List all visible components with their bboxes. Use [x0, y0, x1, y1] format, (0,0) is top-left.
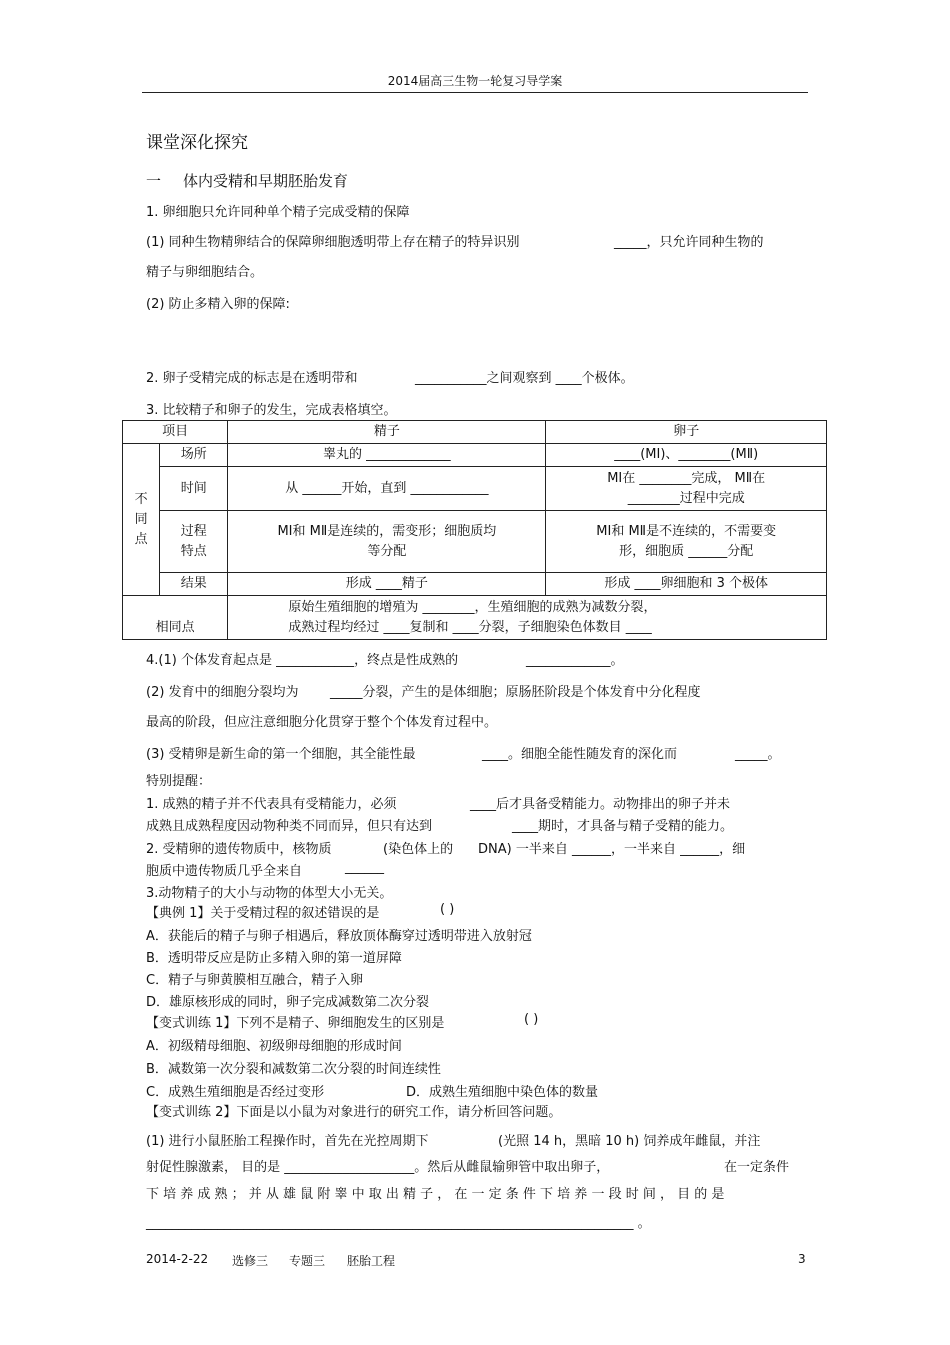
answer-line: ___________________________________________________________________________ 。 [146, 1216, 651, 1231]
text-line: _____分裂，产生的是体细胞；原肠胚阶段是个体发育中分化程度 [330, 685, 701, 700]
text-line: ___________之间观察到 ____个极体。 [415, 371, 634, 386]
variant-title: 【变式训练 2】下面是以小鼠为对象进行的研究工作，请分析回答问题。 [146, 1105, 562, 1120]
row-label: 过程 特点 [160, 511, 228, 573]
text-line: (2) 防止多精入卵的保障: [146, 297, 290, 312]
text-line: (3) 受精卵是新生命的第一个细胞，其全能性最 [146, 747, 416, 762]
text-line: 特别提醒： [146, 774, 212, 789]
same-cell: 原始生殖细胞的增殖为 ________，生殖细胞的成熟为减数分裂， 成熟过程均经过 ____复制和 ____分裂，子细胞染色体数目 ____ [228, 596, 827, 640]
text-line: (1) 进行小鼠胚胎工程操作时，首先在光控周期下 [146, 1134, 429, 1149]
option-c: C．精子与卵黄膜相互融合，精子入卵 [146, 973, 364, 988]
text-line: 2. 卵子受精完成的标志是在透明带和 [146, 371, 358, 386]
text-line: 射促性腺激素， 目的是 ____________________。然后从雌鼠输卵管中取出卵子， [146, 1160, 610, 1175]
text-line: _____。 [735, 747, 781, 762]
option-b: B．减数第一次分裂和减数第二次分裂的时间连续性 [146, 1062, 441, 1077]
text-line: (光照 14 h，黑暗 10 h) 饲养成年雌鼠，并注 [498, 1134, 761, 1149]
text-line: 1. 成熟的精子并不代表具有受精能力，必须 [146, 797, 397, 812]
text-line: ____。细胞全能性随发育的深化而 [482, 747, 678, 762]
page-header: 2014届高三生物一轮复习导学案 [387, 74, 563, 88]
answer-paren: ( ) [440, 902, 455, 917]
text-line: 3.动物精子的大小与动物的体型大小无关。 [146, 886, 393, 901]
part-number: 一 [146, 172, 162, 190]
text-line: 4.(1) 个体发育起点是 ____________，终点是性成熟的 [146, 653, 459, 668]
sperm-cell: 形成 ____精子 [228, 573, 546, 596]
variant-title: 【变式训练 1】下列不是精子、卵细胞发生的区别是 [146, 1016, 445, 1031]
footer-course: 选修三 [232, 1254, 269, 1268]
option-d: D．成熟生殖细胞中染色体的数量 [406, 1085, 599, 1100]
footer-topic: 专题三 [289, 1254, 326, 1268]
text-line: 胞质中遗传物质几乎全来自 [146, 864, 303, 879]
row-label: 场所 [160, 444, 228, 467]
text-line: ____期时，才具备与精子受精的能力。 [512, 819, 734, 834]
text-line: 下 培 养 成 熟 ； 并 从 雄 鼠 附 睾 中 取 出 精 子 ， 在 一 定 条 件 下 培 养 一 段 时 间 ， 目 的 是 [146, 1187, 725, 1202]
option-a: A．初级精母细胞、初级卵母细胞的形成时间 [146, 1039, 402, 1054]
egg-cell: ____(MⅠ)、________(MⅡ) [546, 444, 827, 467]
text-line: 精子与卵细胞结合。 [146, 265, 264, 280]
sperm-cell: 从 ______开始，直到 ____________ [228, 467, 546, 511]
egg-cell: MⅠ和 MⅡ是不连续的，不需要变 形，细胞质 ______分配 [546, 511, 827, 573]
text-line: (1) 同种生物精卵结合的保障卵细胞透明带上存在精子的特异识别 [146, 235, 520, 250]
text-line: 1. 卵细胞只允许同种单个精子完成受精的保障 [146, 205, 410, 220]
sperm-cell: MⅠ和 MⅡ是连续的，需变形；细胞质均 等分配 [228, 511, 546, 573]
option-c: C．成熟生殖细胞是否经过变形 [146, 1085, 325, 1100]
text-line: 成熟且成熟程度因动物种类不同而异，但只有达到 [146, 819, 433, 834]
egg-cell: 形成 ____卵细胞和 3 个极体 [546, 573, 827, 596]
footer-subject: 胚胎工程 [347, 1254, 396, 1268]
text-line: _____________。 [526, 653, 624, 668]
answer-paren: ( ) [524, 1012, 539, 1027]
text-line: 最高的阶段，但应注意细胞分化贯穿于整个个体发育过程中。 [146, 715, 498, 730]
option-a: A．获能后的精子与卵子相遇后，释放顶体酶穿过透明带进入放射冠 [146, 929, 532, 944]
part-title: 体内受精和早期胚胎发育 [183, 172, 349, 190]
text-line: 3. 比较精子和卵子的发生，完成表格填空。 [146, 403, 397, 418]
diff-label: 不 同 点 [123, 444, 160, 596]
header-divider [142, 92, 808, 93]
text-line: 2. 受精卵的遗传物质中，核物质 [146, 842, 332, 857]
text-line: 在一定条件 [724, 1160, 790, 1175]
row-label: 结果 [160, 573, 228, 596]
text-line: (2) 发育中的细胞分裂均为 [146, 685, 299, 700]
section-title: 课堂深化探究 [146, 133, 248, 153]
option-b: B．透明带反应是防止多精入卵的第一道屏障 [146, 951, 402, 966]
sperm-cell: 睾丸的 _____________ [228, 444, 546, 467]
text-line: DNA) 一半来自 ______，一半来自 ______，细 [478, 842, 746, 857]
table-header: 精子 [228, 421, 546, 444]
footer-date: 2014-2-22 [146, 1252, 209, 1266]
text-line: _____，只允许同种生物的 [614, 235, 764, 250]
text-line: ____后才具备受精能力。动物排出的卵子并未 [470, 797, 731, 812]
row-label: 时间 [160, 467, 228, 511]
egg-cell: MⅠ在 ________完成， MⅡ在 ________过程中完成 [546, 467, 827, 511]
comparison-table [122, 420, 827, 640]
table-header: 项目 [123, 421, 228, 444]
page-number: 3 [798, 1252, 806, 1266]
example-title: 【典例 1】关于受精过程的叙述错误的是 [146, 906, 380, 921]
option-d: D．雄原核形成的同时，卵子完成减数第二次分裂 [146, 995, 430, 1010]
text-line: (染色体上的 [383, 842, 454, 857]
same-label: 相同点 [123, 596, 228, 640]
table-header: 卵子 [546, 421, 827, 444]
text-line: ______ [345, 860, 384, 875]
